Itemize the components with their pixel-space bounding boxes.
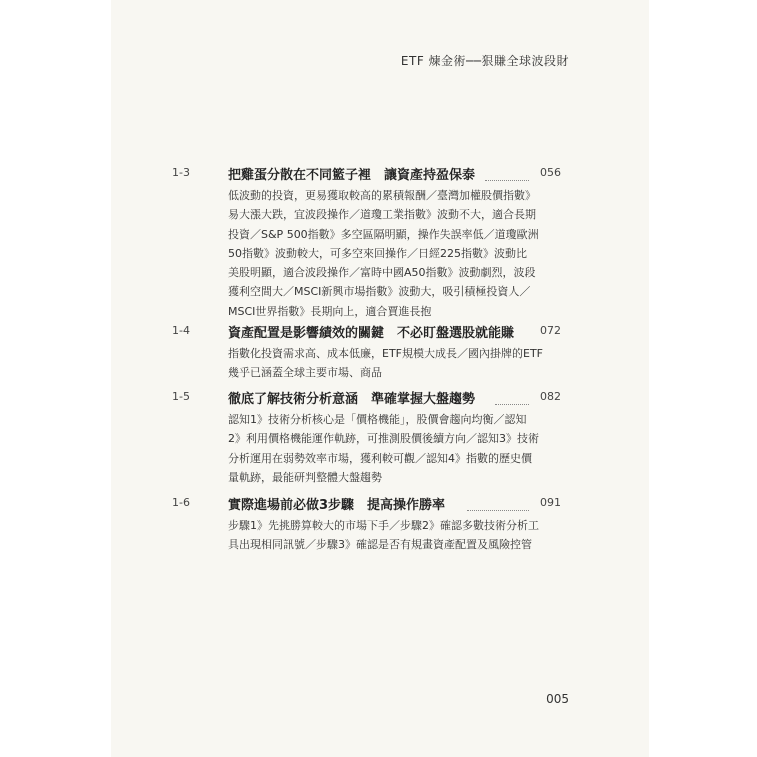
- section-number: 1-4: [172, 324, 190, 337]
- leader-dots: [485, 180, 529, 181]
- summary-line: 量軌跡，最能研判整體大盤趨勢: [228, 470, 382, 484]
- book-page: [111, 0, 649, 757]
- toc-entry-heading: [172, 164, 561, 184]
- summary-line: 指數化投資需求高、成本低廉，ETF規模大成長／國內掛牌的ETF: [228, 347, 543, 360]
- toc-entry-heading: [172, 388, 561, 408]
- section-summary: [228, 410, 561, 487]
- leader-dots: [495, 404, 529, 405]
- section-summary: [228, 344, 561, 383]
- section-summary: [228, 516, 561, 555]
- summary-line: 具出現相同訊號／步驟3》確認是否有規畫資產配置及風險控管: [228, 538, 532, 552]
- leader-dots: [467, 510, 529, 511]
- summary-line: 幾乎已涵蓋全球主要市場、商品: [228, 366, 382, 380]
- page-number: 005: [546, 692, 569, 706]
- summary-line: 美股明顯，適合波段操作／富時中國A50指數》波動劇烈，波段: [228, 266, 536, 280]
- section-title: 實際進場前必做3步驟 提高操作勝率: [228, 498, 446, 513]
- section-number: 1-6: [172, 496, 190, 509]
- section-title: 徹底了解技術分析意涵 準確掌握大盤趨勢: [228, 392, 476, 407]
- toc-entry-heading: [172, 322, 561, 342]
- summary-line: MSCI世界指數》長期向上，適合賈進長抱: [228, 304, 432, 318]
- summary-line: 獲利空間大／MSCI新興市場指數》波動大，吸引積極投資人／: [228, 285, 531, 299]
- section-number: 1-5: [172, 390, 190, 403]
- section-page: 082: [540, 390, 561, 403]
- summary-line: 2》利用價格機能運作軌跡，可推測股價後續方向／認知3》技術: [228, 432, 539, 446]
- summary-line: 低波動的投資，更易獲取較高的累積報酬／臺灣加權股價指數》: [228, 189, 536, 202]
- toc-entry-1-3: [172, 164, 561, 321]
- summary-line: 分析運用在弱勢效率市場，獲利較可觀／認知4》指數的歷史價: [228, 451, 532, 465]
- toc-entry-heading: [172, 494, 561, 514]
- section-page: 091: [540, 496, 561, 509]
- toc-entry-1-4: [172, 322, 561, 383]
- toc-entry-1-6: [172, 494, 561, 555]
- summary-line: 投資／S&P 500指數》多空區隔明顯，操作失誤率低／道瓊歐洲: [228, 227, 539, 241]
- summary-line: 步驟1》先挑勝算較大的市場下手／步驟2》確認多數技術分析工: [228, 519, 539, 532]
- summary-line: 認知1》技術分析核心是「價格機能」，股價會趨向均衡／認知: [228, 413, 527, 426]
- section-summary: [228, 186, 561, 321]
- summary-line: 50指數》波動較大，可多空來回操作／日經225指數》波動比: [228, 246, 527, 260]
- section-number: 1-3: [172, 166, 190, 179]
- section-page: 056: [540, 166, 561, 179]
- summary-line: 易大漲大跌，宜波段操作／道瓊工業指數》波動不大，適合長期: [228, 208, 536, 222]
- toc-entry-1-5: [172, 388, 561, 487]
- section-page: 072: [540, 324, 561, 337]
- section-title: 把雞蛋分散在不同籃子裡 讓資產持盈保泰: [228, 168, 476, 183]
- running-header: ETF 煉金術──狠賺全球波段財: [400, 54, 569, 68]
- section-title: 資產配置是影響績效的關鍵 不必盯盤選股就能賺: [228, 326, 515, 341]
